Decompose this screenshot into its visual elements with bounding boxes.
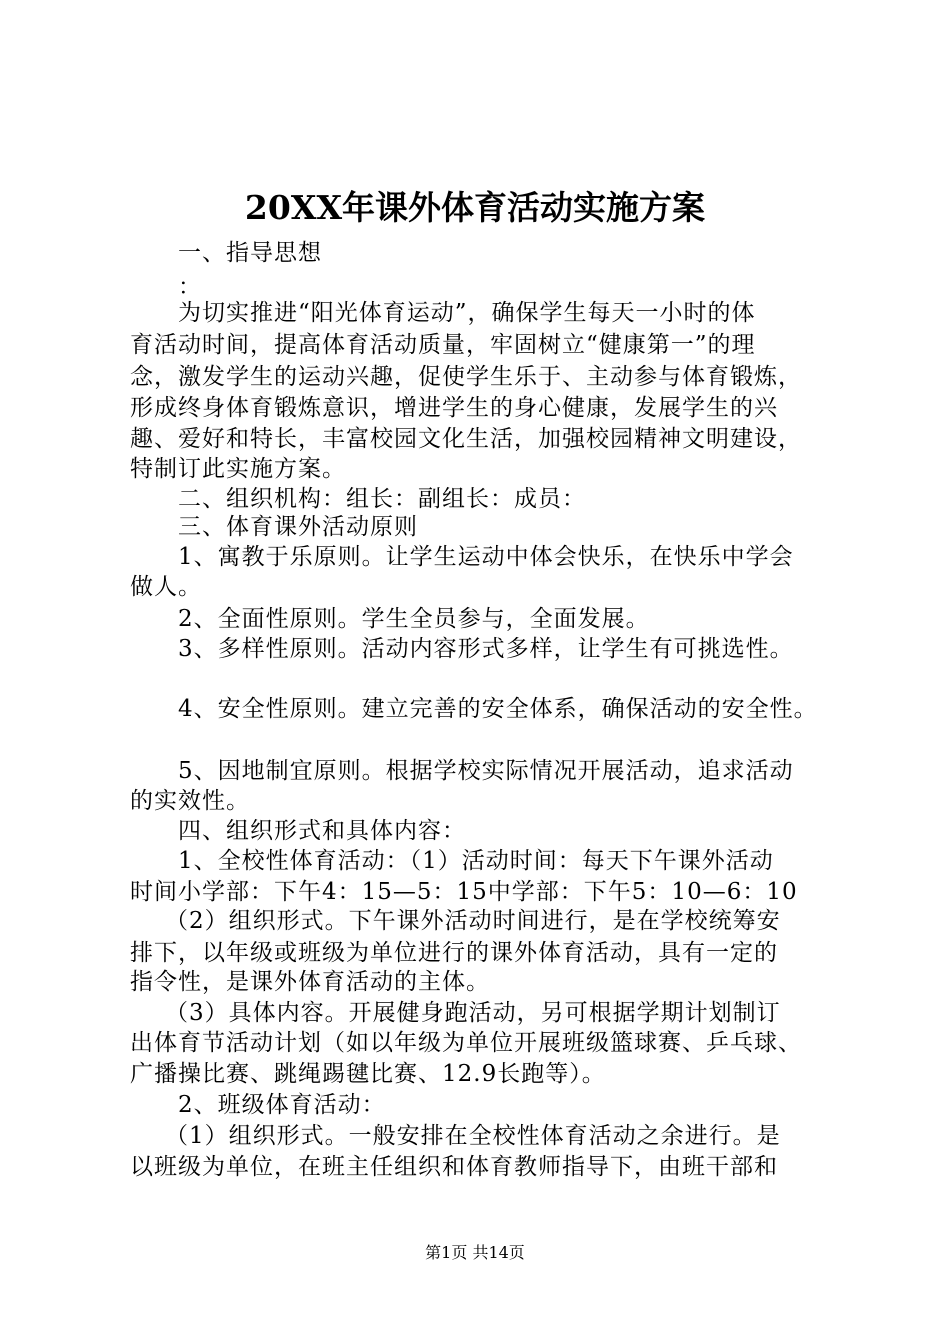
paragraph-line: 为切实推进“阳光体育运动”，确保学生每天一小时的体 xyxy=(178,300,756,326)
principle-line: 做人。 xyxy=(130,574,202,600)
principle-line: 2、全面性原则。学生全员参与，全面发展。 xyxy=(178,606,650,632)
paragraph-line: 趣、爱好和特长，丰富校园文化生活，加强校园精神文明建设， xyxy=(130,426,802,452)
colon-line: ： xyxy=(178,274,202,300)
paragraph-line: （1）组织形式。一般安排在全校性体育活动之余进行。是 xyxy=(165,1123,781,1149)
paragraph-line: 出体育节活动计划（如以年级为单位开展班级篮球赛、乒乓球、 xyxy=(130,1030,802,1056)
principle-line: 1、寓教于乐原则。让学生运动中体会快乐，在快乐中学会 xyxy=(178,544,794,570)
paragraph-line: 念，激发学生的运动兴趣，促使学生乐于、主动参与体育锻炼， xyxy=(130,364,802,390)
principle-line: 4、安全性原则。建立完善的安全体系，确保活动的安全性。 xyxy=(178,696,818,722)
heading-principles: 三、体育课外活动原则 xyxy=(178,514,418,540)
heading-organization: 二、组织机构：组长：副组长：成员： xyxy=(178,486,586,512)
paragraph-line: 1、全校性体育活动：（1）活动时间：每天下午课外活动 xyxy=(178,848,774,874)
paragraph-line: 育活动时间，提高体育活动质量，牢固树立“健康第一”的理 xyxy=(130,332,756,358)
page-number-footer: 第1页 共14页 xyxy=(425,1243,525,1262)
paragraph-line: 指令性，是课外体育活动的主体。 xyxy=(130,969,490,995)
paragraph-line: （2）组织形式。下午课外活动时间进行，是在学校统筹安 xyxy=(165,908,781,934)
paragraph-line: 以班级为单位，在班主任组织和体育教师指导下，由班干部和 xyxy=(130,1154,778,1180)
principle-line: 5、因地制宜原则。根据学校实际情况开展活动，追求活动 xyxy=(178,758,794,784)
principle-line: 的实效性。 xyxy=(130,788,250,814)
paragraph-line: 特制订此实施方案。 xyxy=(130,456,346,482)
heading-class-activities: 2、班级体育活动： xyxy=(178,1092,386,1118)
paragraph-line: 广播操比赛、跳绳踢毽比赛、12.9长跑等）。 xyxy=(130,1061,606,1087)
paragraph-line: 形成终身体育锻炼意识，增进学生的身心健康，发展学生的兴 xyxy=(130,395,778,421)
paragraph-line: 时间小学部：下午4：15—5：15中学部：下午5：10—6：10 xyxy=(130,879,798,905)
paragraph-line: （3）具体内容。开展健身跑活动，另可根据学期计划制订 xyxy=(165,1000,781,1026)
document-title: 20XX年课外体育活动实施方案 xyxy=(244,188,706,227)
paragraph-line: 排下，以年级或班级为单位进行的课外体育活动，具有一定的 xyxy=(130,940,778,966)
heading-form-content: 四、组织形式和具体内容： xyxy=(178,818,466,844)
heading-guiding-thought: 一、指导思想 xyxy=(178,240,322,266)
principle-line: 3、多样性原则。活动内容形式多样，让学生有可挑选性。 xyxy=(178,636,794,662)
